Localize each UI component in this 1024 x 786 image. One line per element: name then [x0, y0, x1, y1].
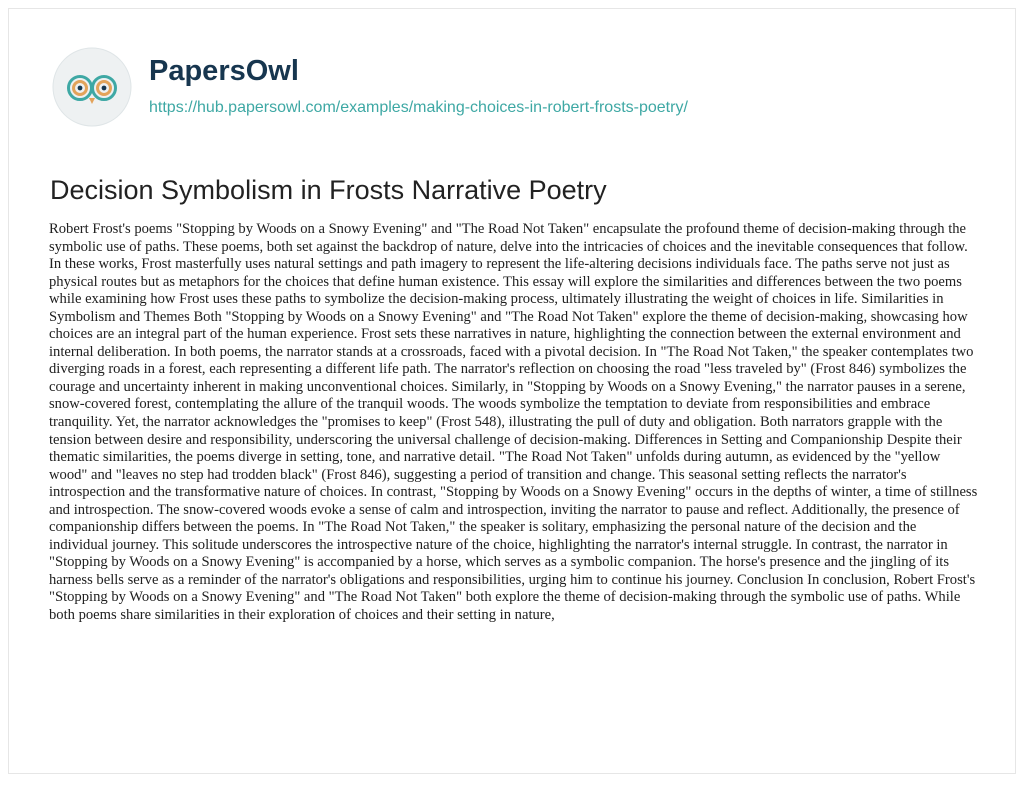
- owl-eyes-logo-icon: [51, 46, 133, 128]
- document-page: [8, 8, 1016, 774]
- document-title: Decision Symbolism in Frosts Narrative Poetry: [50, 175, 607, 205]
- site-header: [51, 37, 688, 137]
- source-url-link[interactable]: https://hub.papersowl.com/examples/making-choices-in-robert-frosts-poetry/: [149, 99, 688, 116]
- brand-block: [149, 56, 688, 118]
- brand-name[interactable]: PapersOwl: [149, 55, 299, 87]
- document-body: Robert Frost's poems "Stopping by Woods on a Snowy Evening" and "The Road Not Taken" encapsulate the profound theme of decision-making through the symbolic use of paths. These poems, both set against the backdrop of nature, delve into the intricacies of choices and the inevitable consequences that follow. In these works, Frost masterfully uses natural settings and path imagery to represent the life-altering decisions individuals face. The paths serve not just as physical routes but as metaphors for the choices that define human existence. This essay will explore the similarities and differences between the two poems while examining how Frost uses these paths to symbolize the decision-making process, ultimately illustrating the weight of choices in life. Similarities in Symbolism and Themes Both "Stopping by Woods on a Snowy Evening" and "The Road Not Taken" explore the theme of decision-making, showcasing how choices are an integral part of the human experience. Frost sets these narratives in nature, highlighting the connection between the external environment and internal deliberation. In both poems, the narrator stands at a crossroads, faced with a pivotal decision. In "The Road Not Taken," the speaker contemplates two diverging roads in a forest, each representing a different life path. The narrator's reflection on choosing the road "less traveled by" (Frost 846) symbolizes the courage and uncertainty inherent in making unconventional choices. Similarly, in "Stopping by Woods on a Snowy Evening," the narrator pauses in a serene, snow-covered forest, contemplating the allure of the tranquil woods. The woods symbolize the temptation to deviate from responsibilities and embrace tranquility. Yet, the narrator acknowledges the "promises to keep" (Frost 548), illustrating the pull of duty and obligation. Both narrators grapple with the tension between desire and responsibility, underscoring the universal challenge of decision-making. Differences in Setting and Companionship Despite their thematic similarities, the poems diverge in setting, tone, and narrative detail. "The Road Not Taken" unfolds during autumn, as evidenced by the "yellow wood" and "leaves no step had trodden black" (Frost 846), suggesting a period of transition and change. This seasonal setting reflects the narrator's introspection and the transformative nature of choices. In contrast, "Stopping by Woods on a Snowy Evening" occurs in the depths of winter, a time of stillness and introspection. The snow-covered woods evoke a sense of calm and introspection, inviting the narrator to pause and reflect. Additionally, the presence of companionship differs between the poems. In "The Road Not Taken," the speaker is solitary, emphasizing the personal nature of the decision and the individual journey. This solitude underscores the introspective nature of the choice, highlighting the narrator's internal struggle. In contrast, the narrator in "Stopping by Woods on a Snowy Evening" is accompanied by a horse, which serves as a symbolic companion. The horse's presence and the jingling of its harness bells serve as a reminder of the narrator's obligations and responsibilities, urging him to continue his journey. Conclusion In conclusion, Robert Frost's "Stopping by Woods on a Snowy Evening" and "The Road Not Taken" both explore the theme of decision-making through the symbolic use of paths. While both poems share similarities in their exploration of choices and their setting in nature,: [49, 221, 978, 624]
